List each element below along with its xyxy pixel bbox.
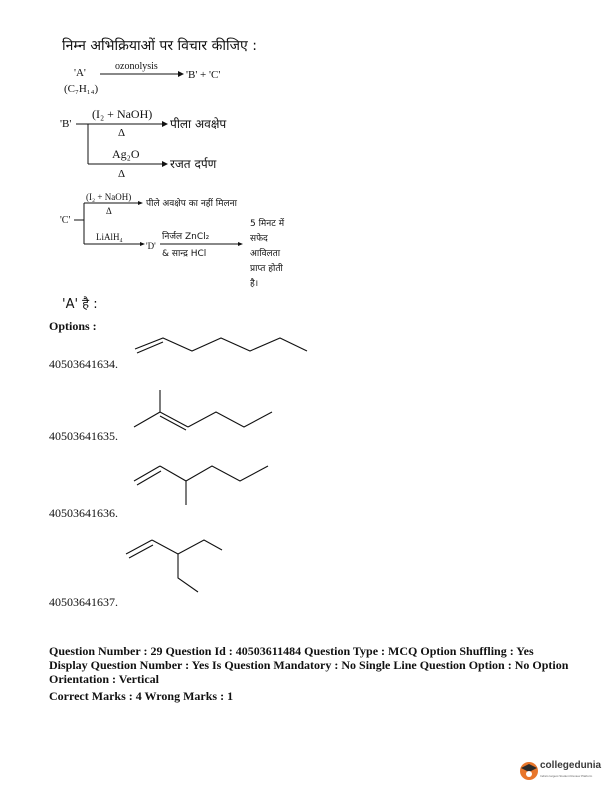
question-meta-line-3: Orientation : Vertical	[49, 672, 159, 686]
formula-a: (C₇H₁₄)	[64, 83, 99, 95]
question-meta-line-2: Display Question Number : Yes Is Question Mandatory : No Single Line Question Option : No Option	[49, 658, 569, 672]
option-3-id[interactable]: 40503641636.	[49, 506, 118, 520]
reagent-lialh4: LiAlH₄	[96, 232, 123, 242]
start-c: 'C'	[60, 215, 71, 226]
observation-line-4: प्राप्त होती	[250, 264, 283, 274]
delta-b-bottom: Δ	[118, 168, 126, 180]
reagent-ag2o: Ag₂O	[112, 147, 140, 161]
option-2-id[interactable]: 40503641635.	[49, 429, 118, 443]
delta-b-top: Δ	[118, 127, 126, 139]
options-label: Options :	[49, 319, 97, 333]
arrowhead	[140, 242, 145, 246]
arrowhead	[178, 71, 184, 77]
observation-line-3: आविलता	[250, 249, 281, 259]
products-bc: 'B' + 'C'	[186, 69, 221, 81]
graduation-cap-icon	[518, 759, 540, 781]
start-b: 'B'	[60, 118, 72, 130]
observation-line-2: सफेद	[250, 234, 268, 244]
ozonolysis-label: ozonolysis	[115, 61, 158, 72]
option-1-id[interactable]: 40503641634.	[49, 357, 118, 371]
silver-mirror: रजत दर्पण	[170, 157, 217, 171]
option-1-structure	[0, 325, 612, 385]
yellow-precipitate: पीला अवक्षेप	[170, 117, 227, 131]
arrowhead	[162, 121, 168, 127]
delta-c-top: Δ	[106, 206, 112, 216]
arrowhead	[162, 161, 168, 167]
arrowhead	[238, 242, 243, 246]
reagent-i2-naoh-c: (I₂ + NaOH)	[86, 192, 132, 202]
no-yellow-precipitate: पीले अवक्षेप का नहीं मिलना	[146, 199, 237, 209]
reactant-a: 'A'	[74, 67, 86, 79]
intermediate-d: 'D'	[146, 241, 156, 251]
question-meta-line-4: Correct Marks : 4 Wrong Marks : 1	[49, 689, 234, 703]
question-intro: निम्न अभिक्रियाओं पर विचार कीजिए :	[62, 38, 257, 54]
arrowhead	[138, 201, 143, 205]
logo-text: collegedunia	[540, 760, 602, 771]
question-scheme	[0, 0, 612, 320]
logo-tagline: India's largest Student Review Platform	[540, 774, 593, 778]
collegedunia-logo	[518, 757, 608, 785]
observation-line-5: है।	[250, 279, 259, 289]
observation-line-1: 5 मिनट में	[250, 219, 285, 229]
reagent-zncl2: निर्जल ZnCl₂	[162, 232, 210, 242]
question-ask: 'A' है :	[62, 297, 98, 312]
option-4-structure	[0, 530, 612, 600]
reagent-conc-hcl: & सान्द्र HCl	[162, 249, 207, 259]
option-4-id[interactable]: 40503641637.	[49, 595, 118, 609]
question-meta-line-1: Question Number : 29 Question Id : 40503611484 Question Type : MCQ Option Shuffling : Yes	[49, 644, 534, 658]
reagent-i2-naoh: (I₂ + NaOH)	[92, 107, 153, 121]
